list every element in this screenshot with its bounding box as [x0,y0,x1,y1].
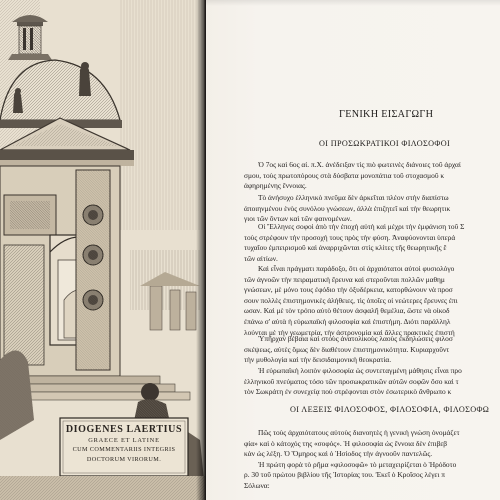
section-title-words: ΟΙ ΛΕΞΕΙΣ ΦΙΛΟΣΟΦΟΣ, ΦΙΛΟΣΟΦΙΑ, ΦΙΛΟΣΟΦΩ [290,405,490,414]
paragraph-line: φία» καὶ ὁ κάτοχός της «σοφός». Ἡ φιλοσοφία ὡς ἔννοια δὲν ἐπιβεβ [244,438,448,448]
paragraph-line: ἀποιηνμένου ἑνὸς συνόλου γνώσεων, ἀλλὰ ἐπιζητεῖ καὶ τὴν θεωρητικ [244,203,451,213]
paragraph-line: ἀφηρημένης ἔννοιας. [244,181,307,191]
paragraph-line: Καὶ εἶναι πράγματι παράδοξο, ὅτι οἱ ἀρχαιότατοι αὐτοὶ φυσιολόγο [258,264,455,273]
paragraph-4 [244,264,500,338]
paragraph-line: γνώσεων, μὲ μόνο τους ἐφόδιο τὴν ὀξυδέρκεια, κατορθώνουν νὰ προσ [244,285,453,295]
paragraph-line: τῶν ἀγνοῶν τὴν πειραματικὴ ἔρευνα καὶ στεροῦνται πολλῶν μαθημ [244,274,445,284]
paragraph-line: Τὸ ἀνήσυχο ἑλληνικὸ πνεῦμα δὲν ἀρκεῖται πλέον στὴν διαπίστω [258,193,449,202]
paragraph-line: ωσαν. Καὶ μὲ τὸν τρόπο αὐτὸ θέτουν ἀσφαλῆ θεμέλια, ὥστε νὰ οἰκοδ [244,306,450,316]
paragraph-line: Οἱ Ἕλληνες σοφοὶ ἀπὸ τὴν ἐποχὴ αὐτὴ καὶ μέχρι τὴν ἐμφάνιση τοῦ Σ [258,222,465,231]
paragraph-line: ρ. 30 τοῦ πρώτου βιβλίου τῆς Ἱστορίας του. Ἐκεῖ ὁ Κροῖσος λέγει π [244,470,446,480]
plaque-line-3: CUM COMMENTARIIS INTEGRIS [72,446,176,454]
paragraph-line: γιοι τῶν ὄντων καὶ τῶν φαινομένων. [244,214,352,224]
left-page [0,0,206,500]
page-top-shadow [206,0,500,6]
paragraph-line: λούνται μὲ τὴν γεωμετρία, τὴν ἀστρονομία καὶ ἄλλες πρακτικὲς ἐπιστή [244,327,455,337]
plaque-line-4: DOCTORUM VIRORUM. [86,455,162,463]
paragraph-line: σουν πολλὲς ἐπιστημονικὲς ἀλήθειες, τὶς ὁποῖες οἱ νεώτερες ἔρευνες ἐπι [244,295,458,305]
paragraph-line: τυχαῖου ἐμπειρισμοῦ καὶ ἀναρριχῶνται στὶς κλίτες τῆς θεωρητικῆς ἔ [244,243,447,253]
paragraph-2 [244,193,500,225]
paragraph-line: τὴν μυθολογία καὶ τὴν δεισιδαιμονικὴ θεοκρατία. [244,355,392,365]
paragraph-line: Σόλωνα: [244,480,270,490]
paragraph-7 [244,428,500,492]
paragraph-6 [244,366,500,398]
paragraph-line: Ἡ εὐρωπαϊκὴ λοιπὸν φιλοσοφία ὡς συντεταγμένη μάθησις εἶναι προ [258,366,462,375]
section-title-presocratics: ΟΙ ΠΡΟΣΩΚΡΑΤΙΚΟΙ ΦΙΛΟΣΟΦΟΙ [319,139,451,148]
paragraph-line: σμου, τοὺς πρωτοπόρους στὰ δύσβατα μονοπάτια τοῦ στοχασμοῦ κ [244,170,445,180]
paragraph-5 [244,334,500,366]
paragraph-line: κὰν ὡς λέξη. Ὁ Ὅμηρος καὶ ὁ Ἡσίοδος τὴν ἀγνοοῦν παντελῶς. [244,449,433,459]
paragraph-line: Πῶς τοὺς ἀρχαιότατους αὐτοὺς διανοητὲς ἡ γενικὴ γνώση ὀνομάζετ [258,428,460,437]
paragraph-line: τὸν Σωκράτη ἐν συνεχείᾳ ποὺ στρέφονται στὸν ἐσωτερικὸ ἄνθρωπο κ [244,387,452,397]
plaque-line-2: GRAECE ET LATINE [88,437,160,444]
paragraph-line: ἐπάνω σ' αὐτὰ ἡ εὐρωπαϊκὴ φιλοσοφία καὶ ἐπιστήμη. Διότι παράλληλ [244,316,451,326]
paragraph-line: ἑλληνικοῦ πνεύματος τόσο τῶν προσωκρατικῶν αὐτῶν σοφῶν ὅσο καὶ τ [244,376,459,386]
right-page [206,0,500,500]
paragraph-1 [244,160,500,192]
paragraph-line: Ἡ πρώτη φορὰ τὸ ρῆμα «φιλοσοφῶ» τὸ μεταχειρίζεται ὁ Ἡρόδοτο [258,459,457,469]
paragraph-line: τοὺς στρέφουν τὴν προσοχή τους πρὸς τὴν φύση. Ἀναφύονονται ὑπερά [244,232,456,242]
paragraph-line: Ὑπῆρχαν βέβαια καὶ στοὺς ἀνατολικοὺς λαοὺς ἐκδηλώσεις φιλοσ [258,334,453,343]
paragraph-line: Ὁ 7ος καὶ 6ος αἰ. π.Χ. ἀνέδειξαν τὶς πιὸ φωτεινὲς διάνοιες τοῦ ἀρχαί [258,160,461,169]
plaque-line-1: DIOGENES LAERTIUS [65,424,183,435]
page-title: ΓΕΝΙΚΗ ΕΙΣΑΓΩΓΗ [339,109,434,120]
plaque-text [64,425,184,463]
paragraph-3 [244,222,500,264]
paragraph-line: σκέψεως, αὐτὲς ὅμως δὲν διαθέτουν ἐπιστημονικότητα. Κυριαρχοῦντ [244,344,450,354]
paragraph-line: τῶν αἰτίων. [244,253,278,263]
